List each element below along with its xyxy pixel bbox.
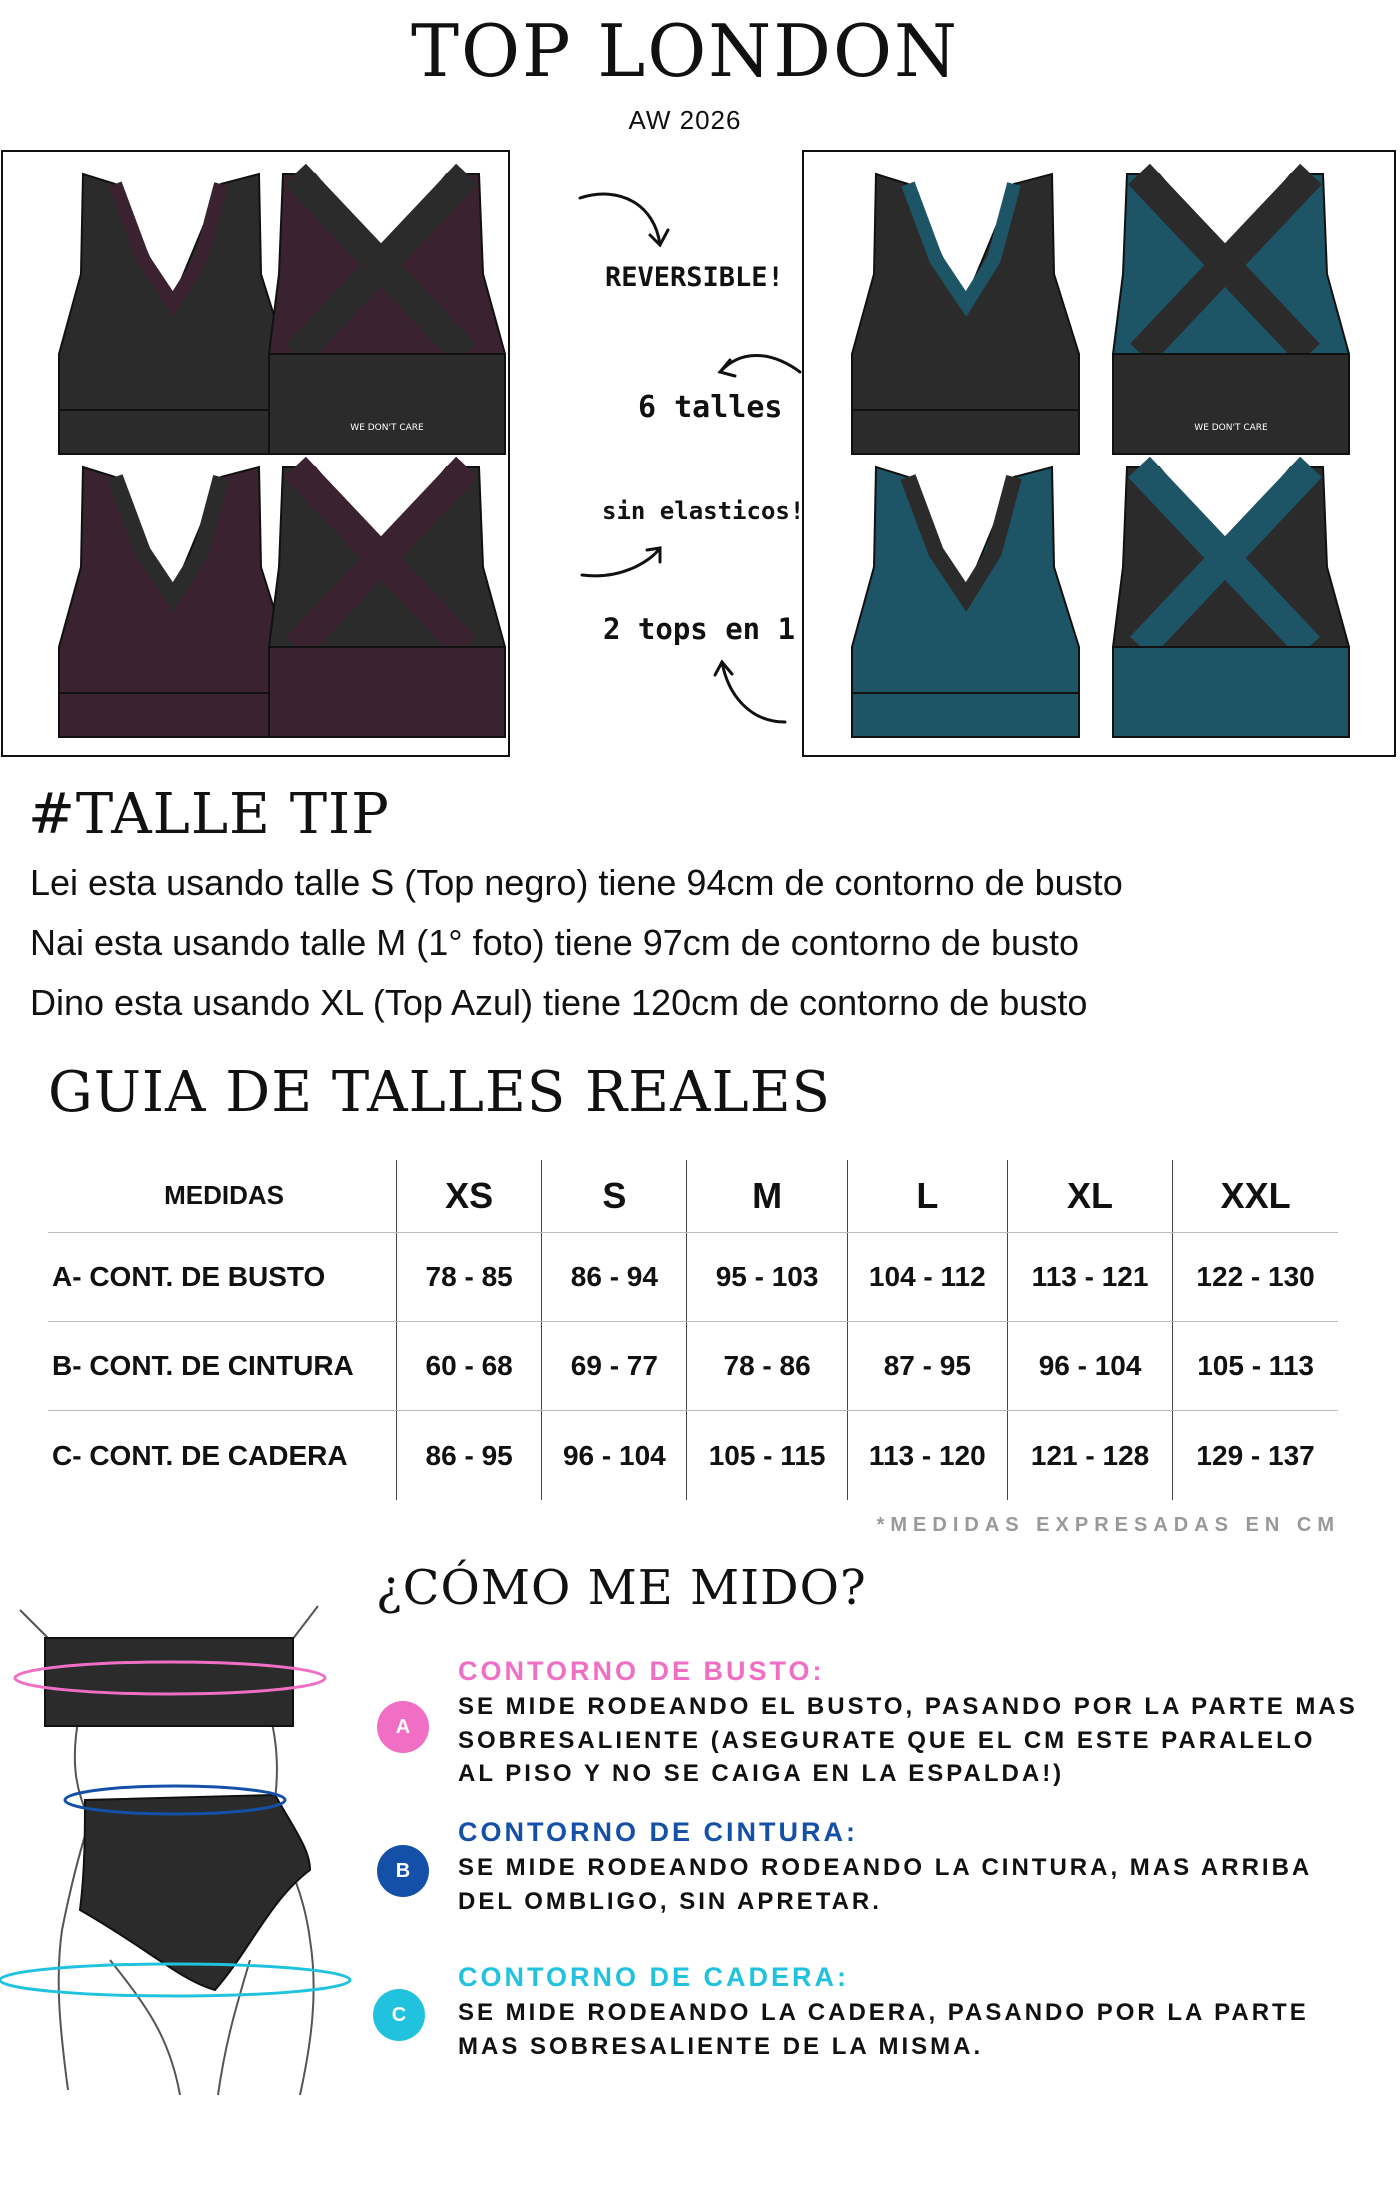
- table-cell: 104 - 112: [847, 1232, 1007, 1321]
- row-label-waist: B- CONT. DE CINTURA: [48, 1321, 397, 1410]
- arrow-icon: [582, 548, 660, 576]
- bra-front-black: [59, 174, 286, 454]
- bra-front-teal: [852, 467, 1079, 737]
- table-cell: 122 - 130: [1173, 1232, 1338, 1321]
- talle-tip-line: Dino esta usando XL (Top Azul) tiene 120cm de contorno de busto: [30, 982, 1088, 1023]
- size-guide-title: GUIA DE TALLES REALES: [48, 1060, 831, 1125]
- table-cell: 69 - 77: [542, 1321, 687, 1410]
- header-size-xs: XS: [397, 1160, 542, 1232]
- header-size-l: L: [847, 1160, 1007, 1232]
- badge-c: C: [373, 1989, 425, 2041]
- hip-desc: SE MIDE RODEANDO LA CADERA, PASANDO POR LA PARTE MAS SOBRESALIENTE DE LA MISMA.: [458, 1999, 1309, 2060]
- callout-no-elastic: sin elasticos!: [602, 497, 805, 525]
- header-size-xxl: XXL: [1173, 1160, 1338, 1232]
- table-cell: 105 - 113: [1173, 1321, 1338, 1410]
- talle-tip-line: Lei esta usando talle S (Top negro) tiene 94cm de contorno de busto: [30, 862, 1123, 903]
- table-cell: 113 - 120: [847, 1411, 1007, 1500]
- bra-back-black-teal: [1113, 467, 1349, 737]
- table-cell: 78 - 85: [397, 1232, 542, 1321]
- table-row: [48, 1232, 1338, 1321]
- bust-title: CONTORNO DE BUSTO:: [458, 1656, 825, 1686]
- callout-two-in-one: 2 tops en 1: [603, 612, 796, 646]
- hip-title: CONTORNO DE CADERA:: [458, 1962, 850, 1992]
- size-table-header-row: [48, 1160, 1338, 1232]
- bra-illustrations-black-teal: [804, 152, 1394, 755]
- badge-b: B: [377, 1845, 429, 1897]
- waist-title: CONTORNO DE CINTURA:: [458, 1817, 858, 1847]
- band-print: WE DON'T CARE: [350, 423, 424, 433]
- row-label-bust: A- CONT. DE BUSTO: [48, 1232, 397, 1321]
- arrow-icon: [580, 194, 660, 245]
- brief-bottom: [80, 1795, 310, 1990]
- callout-reversible: REVERSIBLE!: [605, 262, 784, 293]
- bra-back-teal: [1113, 174, 1349, 454]
- table-cell: 95 - 103: [687, 1232, 847, 1321]
- arrow-icon: [720, 356, 800, 373]
- table-cell: 96 - 104: [542, 1411, 687, 1500]
- bra-back-plum: [269, 174, 505, 454]
- page-title: TOP LONDON: [411, 9, 959, 93]
- table-row: [48, 1411, 1338, 1500]
- product-panel-left: [1, 150, 510, 757]
- band-print: WE DON'T CARE: [1194, 423, 1268, 433]
- header-measures: MEDIDAS: [48, 1160, 397, 1232]
- bra-back-black: [269, 467, 505, 737]
- table-cell: 86 - 94: [542, 1232, 687, 1321]
- badge-a: A: [377, 1701, 429, 1753]
- header-size-m: M: [687, 1160, 847, 1232]
- table-cell: 87 - 95: [847, 1321, 1007, 1410]
- table-cell: 78 - 86: [687, 1321, 847, 1410]
- table-cell: 113 - 121: [1007, 1232, 1172, 1321]
- product-panel-right: [802, 150, 1396, 757]
- bust-desc: SE MIDE RODEANDO EL BUSTO, PASANDO POR LA PARTE MAS SOBRESALIENTE (ASEGURATE QUE EL CM ESTE PARALELO AL PISO Y NO SE CAIGA EN LA ESPALDA!): [458, 1693, 1358, 1788]
- bra-illustrations-black-plum: [3, 152, 508, 755]
- season-label: AW 2026: [628, 105, 742, 135]
- body-figure-illustration: [0, 1590, 360, 2100]
- waist-desc: SE MIDE RODEANDO RODEANDO LA CINTURA, MAS ARRIBA DEL OMBLIGO, SIN APRETAR.: [458, 1854, 1312, 1915]
- header-size-s: S: [542, 1160, 687, 1232]
- bra-front-black-teal: [852, 174, 1079, 454]
- bra-front-plum: [59, 467, 286, 737]
- table-cell: 129 - 137: [1173, 1411, 1338, 1500]
- table-cell: 121 - 128: [1007, 1411, 1172, 1500]
- table-cell: 96 - 104: [1007, 1321, 1172, 1410]
- header-size-xl: XL: [1007, 1160, 1172, 1232]
- units-note: *MEDIDAS EXPRESADAS EN CM: [876, 1514, 1340, 1536]
- callout-arrows: [510, 150, 805, 757]
- table-cell: 60 - 68: [397, 1321, 542, 1410]
- bandeau-top: [45, 1638, 293, 1726]
- talle-tip-line: Nai esta usando talle M (1° foto) tiene 97cm de contorno de busto: [30, 922, 1080, 963]
- table-cell: 86 - 95: [397, 1411, 542, 1500]
- how-to-title: ¿CÓMO ME MIDO?: [376, 1560, 867, 1616]
- table-row: [48, 1321, 1338, 1410]
- size-table: [48, 1160, 1338, 1500]
- row-label-hip: C- CONT. DE CADERA: [52, 1439, 348, 1471]
- talle-tip-title: #TALLE TIP: [28, 782, 390, 847]
- table-cell: 105 - 115: [687, 1411, 847, 1500]
- callout-six-sizes: 6 talles: [638, 390, 783, 425]
